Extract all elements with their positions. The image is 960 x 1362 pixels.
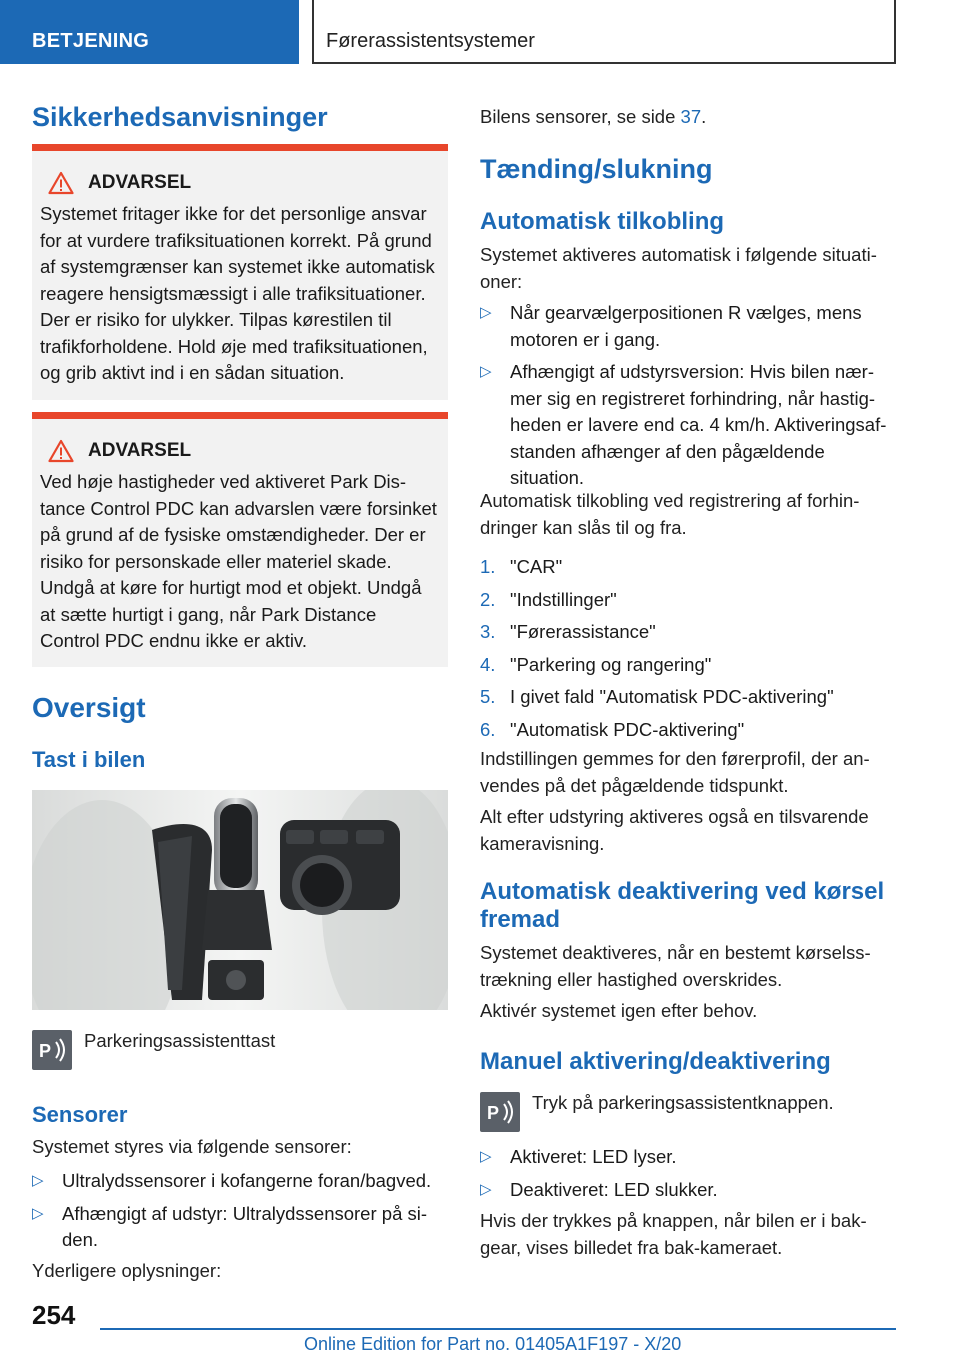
list-item: 3. "Førerassistance" <box>480 621 656 642</box>
auto-off-text-2: Aktivér systemet igen efter behov. <box>480 1000 758 1021</box>
warning-label: ADVARSEL <box>88 172 192 193</box>
warning-heading <box>48 439 440 463</box>
warning-label: ADVARSEL <box>88 440 192 461</box>
svg-text:P: P <box>39 1041 52 1061</box>
bullet-triangle-icon: ▷ <box>32 1172 44 1189</box>
list-item: 4. "Parkering og rangering" <box>480 653 712 675</box>
sensors-reference: Bilens sensorer, se side 37. <box>480 106 707 127</box>
manual-note: Hvis der trykkes på knappen, når bilen er i bakgear, vises billedet fra bak-kameraet. <box>480 1210 867 1258</box>
warning-triangle-icon <box>48 171 74 195</box>
parking-assistant-icon <box>32 1030 72 1070</box>
steps-note-1: Indstillingen gemmes for den førerprofil, der anvendes på det pågældende tidspunkt. <box>480 748 870 796</box>
steps-list <box>480 554 896 749</box>
warning-triangle-icon <box>48 439 74 463</box>
list-item: ▷ Afhængigt af udstyrsversion: Hvis bilen nærmer sig en registreret forhindring, når hastigheden er lavere end ca. 4 km/h. Aktiveringsafstanden afhænger af den pågældende situation. <box>480 361 887 488</box>
auto-on-title: Automatisk tilkobling <box>480 208 725 235</box>
list-item: ▷ Ultralydssensorer i kofangerne foran/bagved. <box>32 1168 448 1195</box>
bullet-triangle-icon: ▷ <box>480 304 492 321</box>
bullet-triangle-icon: ▷ <box>480 1180 492 1198</box>
sensors-title: Sensorer <box>32 1102 128 1127</box>
manual-list <box>480 1144 896 1209</box>
auto-on-note: Automatisk tilkobling ved registrering af forhindringer kan slås til og fra. <box>480 490 860 538</box>
list-item: ▷ Aktiveret: LED lyser. <box>480 1144 896 1171</box>
warning-box-2 <box>32 412 448 667</box>
manual-text: Tryk på parkeringsassistentknappen. <box>532 1092 834 1113</box>
list-item: ▷ Deaktiveret: LED slukker. <box>480 1177 896 1204</box>
chapter-tab[interactable]: BETJENING <box>0 0 299 64</box>
list-item: ▷ Afhængigt af udstyr: Ultralydssensorer på siden. <box>32 1202 428 1250</box>
warning-box-1 <box>32 144 448 400</box>
bullet-triangle-icon: ▷ <box>480 1148 492 1165</box>
edition-text: Online Edition for Part no. 01405A1F197 - X/20 <box>304 1334 682 1354</box>
sensors-intro: Systemet styres via følgende sensorer: <box>32 1136 352 1157</box>
steps-note-2: Alt efter udstyring aktiveres også en tilsvarende kameravisning. <box>480 806 869 854</box>
auto-off-text: Systemet deaktiveres, når en bestemt kørselsstrækning eller hastighed overskrides. <box>480 942 871 990</box>
overview-title: Oversigt <box>32 692 146 723</box>
list-item: 6. "Automatisk PDC-aktivering" <box>480 718 745 740</box>
icon-caption: Parkeringsassistenttast <box>84 1030 276 1051</box>
page-number: 254 <box>32 1300 76 1330</box>
bullet-triangle-icon: ▷ <box>32 1204 44 1222</box>
more-info: Yderligere oplysninger: <box>32 1260 222 1281</box>
center-console-photo <box>32 790 448 1010</box>
auto-on-text: Systemet aktiveres automatisk i følgende situationer: <box>480 244 877 292</box>
safety-title: Sikkerhedsanvisninger <box>32 102 328 132</box>
section-header: Førerassistentsystemer <box>312 0 896 64</box>
warning-text: Systemet fritager ikke for det personlige ansvar for at vurdere trafiksituationen korrekt. På grund af systemgrænser kan systemet ikke automatisk reagere hensigtsmæssigt i alle trafiksituationer. Der er risiko for ulykker. Tilpas kørestilen til trafikforholdene. Hold øje med trafiksituationen, og grib aktivt ind i en sådan situation. <box>40 203 435 383</box>
svg-text:P: P <box>487 1103 500 1123</box>
warning-text: Ved høje hastigheder ved aktiveret Park Distance Control PDC kan advarslen være forsinket på grund af de fysiske omstændigheder. Der er risiko for personskade eller materiel skade. Undgå at køre for hurtigt mod et objekt. Undgå at sætte hurtigt i gang, når Park Distance Control PDC endnu ikke er aktiv. <box>40 471 437 651</box>
button-in-car-title: Tast i bilen <box>32 747 146 772</box>
auto-off-title: Automatisk deaktivering ved kørsel fremad <box>480 878 885 933</box>
list-item: ▷ Når gearvælgerpositionen R vælges, mens motoren er i gang. <box>480 302 862 350</box>
auto-on-list <box>480 300 896 498</box>
onoff-title: Tænding/slukning <box>480 154 713 184</box>
list-item: 1. "CAR" <box>480 556 563 577</box>
parking-assistant-icon <box>480 1092 520 1132</box>
footer-divider <box>100 1328 896 1330</box>
list-item: 2. "Indstillinger" <box>480 588 617 610</box>
sensors-list <box>32 1168 448 1260</box>
manual-title: Manuel aktivering/deaktivering <box>480 1048 831 1075</box>
bullet-triangle-icon: ▷ <box>480 363 492 380</box>
warning-heading <box>48 171 440 195</box>
list-item: 5. I givet fald "Automatisk PDC-aktivering" <box>480 686 834 707</box>
page-link[interactable]: 37 <box>680 106 702 127</box>
